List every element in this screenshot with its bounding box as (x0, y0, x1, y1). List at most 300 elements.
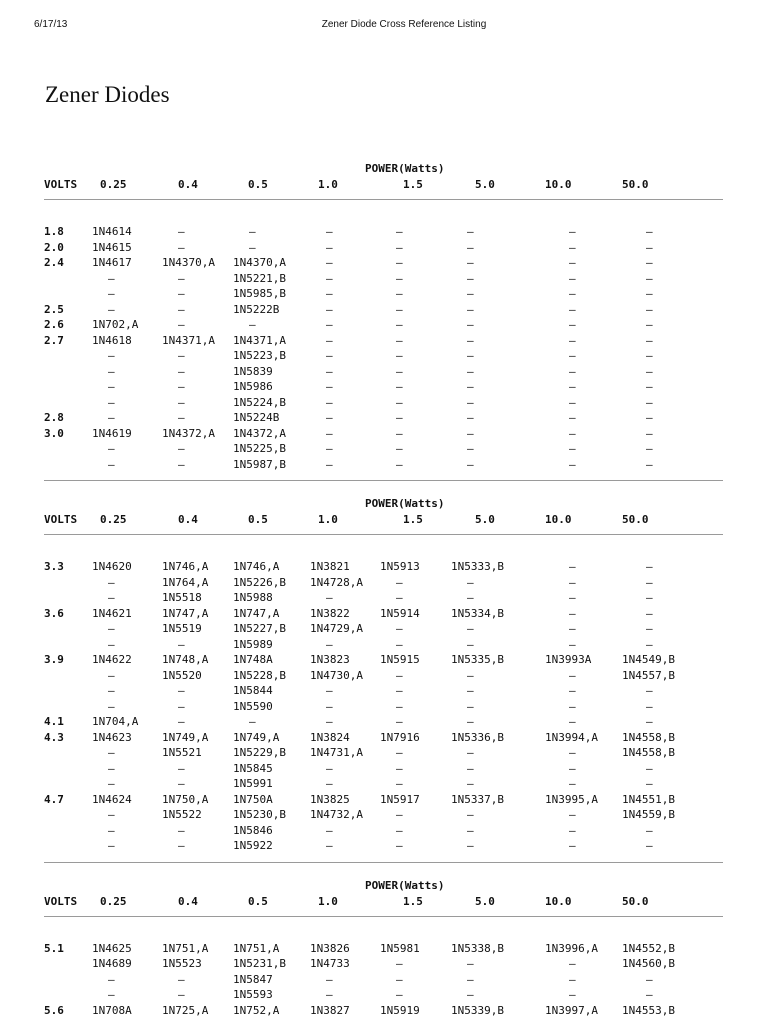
cell-w10: 1N4732,A (310, 807, 363, 823)
cell-w100: – (569, 333, 576, 349)
table-row (0, 606, 768, 622)
cell-w50: – (467, 575, 474, 591)
table-row (0, 987, 768, 1003)
cell-w05: 1N4370,A (233, 255, 286, 271)
column-header: 50.0 (622, 178, 649, 191)
cell-w025: – (108, 590, 115, 606)
cell-w025: – (108, 364, 115, 380)
cell-w05: 1N5231,B (233, 956, 286, 972)
cell-w100: – (569, 317, 576, 333)
table-row (0, 699, 768, 715)
cell-w50: – (467, 364, 474, 380)
table-row (0, 668, 768, 684)
table-row (0, 255, 768, 271)
cell-w50: – (467, 457, 474, 473)
cell-w025: 1N4620 (92, 559, 132, 575)
cell-w100: – (569, 606, 576, 622)
cell-w025: – (108, 286, 115, 302)
table-row (0, 441, 768, 457)
cell-w500: – (646, 838, 653, 854)
cell-w100: – (569, 224, 576, 240)
cell-w05: 1N4372,A (233, 426, 286, 442)
column-header: 1.5 (403, 895, 423, 908)
cell-w025: – (108, 668, 115, 684)
cell-w100: – (569, 575, 576, 591)
cell-w10: – (326, 410, 333, 426)
cell-w500: – (646, 621, 653, 637)
cell-w05: – (249, 317, 256, 333)
cell-w500: – (646, 441, 653, 457)
cell-w10: 1N3827 (310, 1003, 350, 1019)
cell-w05: 1N5839 (233, 364, 273, 380)
cell-w04: 1N746,A (162, 559, 208, 575)
cell-w04: – (178, 240, 185, 256)
cell-w025: 1N4624 (92, 792, 132, 808)
column-header: VOLTS (44, 895, 77, 908)
table-row (0, 652, 768, 668)
cell-w05: 1N5985,B (233, 286, 286, 302)
cell-w05: 1N5222B (233, 302, 279, 318)
cell-w50: – (467, 255, 474, 271)
cell-w10: – (326, 302, 333, 318)
cell-w100: – (569, 348, 576, 364)
cell-w10: – (326, 823, 333, 839)
cell-w50: – (467, 987, 474, 1003)
cell-w05: 1N5225,B (233, 441, 286, 457)
cell-w15: – (396, 745, 403, 761)
header-divider (44, 199, 723, 200)
cell-w10: – (326, 637, 333, 653)
cell-w025: 1N4689 (92, 956, 132, 972)
cell-w10: 1N4731,A (310, 745, 363, 761)
cell-w15: – (396, 395, 403, 411)
cell-w10: – (326, 987, 333, 1003)
power-watts-label: POWER(Watts) (365, 497, 444, 510)
cell-w04: – (178, 317, 185, 333)
cell-w10: – (326, 317, 333, 333)
cell-w04: 1N4371,A (162, 333, 215, 349)
cell-w04: 1N750,A (162, 792, 208, 808)
cell-w05: 1N751,A (233, 941, 279, 957)
cell-w50: – (467, 590, 474, 606)
cell-w50: 1N5336,B (451, 730, 504, 746)
cell-w50: – (467, 426, 474, 442)
cell-w05: 1N748A (233, 652, 273, 668)
cell-w10: – (326, 838, 333, 854)
cell-w500: – (646, 559, 653, 575)
cell-w15: 1N7916 (380, 730, 420, 746)
column-header: 0.4 (178, 513, 198, 526)
cell-w15: – (396, 348, 403, 364)
column-header: 1.0 (318, 895, 338, 908)
cell-w10: 1N3824 (310, 730, 350, 746)
cell-w100: – (569, 823, 576, 839)
cell-w100: – (569, 987, 576, 1003)
cell-w04: 1N725,A (162, 1003, 208, 1019)
cell-w025: – (108, 683, 115, 699)
cell-w04: – (178, 364, 185, 380)
cell-w500: 1N4557,B (622, 668, 675, 684)
cell-w05: 1N4371,A (233, 333, 286, 349)
table-row (0, 807, 768, 823)
cell-w05: 1N5226,B (233, 575, 286, 591)
table-row (0, 240, 768, 256)
cell-w025: – (108, 699, 115, 715)
cell-w025: – (108, 745, 115, 761)
cell-w15: 1N5914 (380, 606, 420, 622)
table-row (0, 745, 768, 761)
cell-w100: 1N3993A (545, 652, 591, 668)
cell-w100: – (569, 683, 576, 699)
cell-w500: – (646, 410, 653, 426)
cell-volts: 2.4 (44, 255, 64, 271)
cell-w05: 1N747,A (233, 606, 279, 622)
cell-w10: 1N4730,A (310, 668, 363, 684)
cell-w04: – (178, 699, 185, 715)
cell-w50: – (467, 333, 474, 349)
column-header: 5.0 (475, 178, 495, 191)
table-row (0, 621, 768, 637)
cell-w05: 1N5987,B (233, 457, 286, 473)
cell-w50: – (467, 683, 474, 699)
cell-w04: 1N4372,A (162, 426, 215, 442)
cell-w05: 1N5922 (233, 838, 273, 854)
cell-w50: – (467, 286, 474, 302)
cell-w10: 1N3822 (310, 606, 350, 622)
cell-w05: 1N752,A (233, 1003, 279, 1019)
cell-w025: – (108, 410, 115, 426)
cell-volts: 5.1 (44, 941, 64, 957)
cell-w100: – (569, 699, 576, 715)
cell-w04: – (178, 271, 185, 287)
cell-w15: – (396, 286, 403, 302)
cell-w10: – (326, 395, 333, 411)
cell-w04: – (178, 823, 185, 839)
cell-w100: – (569, 590, 576, 606)
cell-w025: – (108, 987, 115, 1003)
cell-w04: – (178, 761, 185, 777)
cell-w05: 1N5229,B (233, 745, 286, 761)
cell-w15: – (396, 302, 403, 318)
cell-w10: 1N3823 (310, 652, 350, 668)
cell-volts: 3.6 (44, 606, 64, 622)
cell-w04: 1N5518 (162, 590, 202, 606)
column-header: 0.5 (248, 895, 268, 908)
table-row (0, 941, 768, 957)
cell-w04: 1N748,A (162, 652, 208, 668)
cell-w100: – (569, 637, 576, 653)
table-row (0, 224, 768, 240)
column-header: 1.5 (403, 513, 423, 526)
cell-w50: – (467, 972, 474, 988)
cell-w15: – (396, 807, 403, 823)
cell-w500: – (646, 286, 653, 302)
print-date: 6/17/13 (34, 19, 67, 30)
cell-w15: – (396, 317, 403, 333)
cell-w15: – (396, 972, 403, 988)
cell-w100: 1N3996,A (545, 941, 598, 957)
cell-w04: 1N747,A (162, 606, 208, 622)
column-header: 0.4 (178, 895, 198, 908)
cell-w500: – (646, 987, 653, 1003)
table-row (0, 792, 768, 808)
column-header-row (0, 178, 768, 192)
table-row (0, 956, 768, 972)
page-title: Zener Diodes (45, 82, 170, 108)
cell-w15: – (396, 379, 403, 395)
table-row (0, 838, 768, 854)
cell-w05: 1N5230,B (233, 807, 286, 823)
cell-w04: – (178, 348, 185, 364)
cell-w500: – (646, 714, 653, 730)
cell-w05: 1N750A (233, 792, 273, 808)
cell-w100: – (569, 410, 576, 426)
column-header: 50.0 (622, 513, 649, 526)
cell-w025: 1N4617 (92, 255, 132, 271)
cell-w500: 1N4551,B (622, 792, 675, 808)
cell-w04: – (178, 457, 185, 473)
power-watts-label: POWER(Watts) (365, 879, 444, 892)
cell-w500: – (646, 575, 653, 591)
cell-w500: – (646, 348, 653, 364)
cell-w025: – (108, 807, 115, 823)
cell-volts: 4.7 (44, 792, 64, 808)
cell-w500: – (646, 271, 653, 287)
table-row (0, 972, 768, 988)
table-row (0, 761, 768, 777)
cell-w15: – (396, 364, 403, 380)
cell-w15: – (396, 575, 403, 591)
table-row (0, 348, 768, 364)
table-row (0, 823, 768, 839)
cell-w025: 1N4615 (92, 240, 132, 256)
cell-w10: – (326, 240, 333, 256)
column-header: 10.0 (545, 895, 572, 908)
cell-w15: 1N5917 (380, 792, 420, 808)
header-divider (44, 534, 723, 535)
cell-w05: 1N5986 (233, 379, 273, 395)
cell-w500: 1N4558,B (622, 730, 675, 746)
cell-w100: 1N3994,A (545, 730, 598, 746)
cell-w05: 1N5846 (233, 823, 273, 839)
cell-w15: 1N5919 (380, 1003, 420, 1019)
cell-w10: 1N4733 (310, 956, 350, 972)
cell-w025: 1N702,A (92, 317, 138, 333)
cell-w100: – (569, 956, 576, 972)
cell-w500: – (646, 379, 653, 395)
cell-w025: – (108, 441, 115, 457)
table-row (0, 379, 768, 395)
cell-w10: – (326, 441, 333, 457)
cell-w04: – (178, 410, 185, 426)
cell-w500: – (646, 395, 653, 411)
cell-w15: – (396, 823, 403, 839)
cell-w10: – (326, 683, 333, 699)
table-row (0, 559, 768, 575)
cell-w10: – (326, 761, 333, 777)
column-header: 10.0 (545, 513, 572, 526)
cell-w10: 1N3826 (310, 941, 350, 957)
cell-w100: – (569, 761, 576, 777)
column-header-row (0, 895, 768, 909)
cell-w100: – (569, 286, 576, 302)
table-row (0, 714, 768, 730)
cell-w50: – (467, 776, 474, 792)
cell-w500: 1N4553,B (622, 1003, 675, 1019)
cell-w10: 1N4728,A (310, 575, 363, 591)
column-header: VOLTS (44, 513, 77, 526)
cell-w50: 1N5337,B (451, 792, 504, 808)
cell-w50: – (467, 395, 474, 411)
cell-volts: 4.1 (44, 714, 64, 730)
table-row (0, 302, 768, 318)
cell-w500: – (646, 240, 653, 256)
cell-w05: 1N5227,B (233, 621, 286, 637)
cell-w50: 1N5338,B (451, 941, 504, 957)
section-divider (44, 862, 723, 863)
cell-volts: 3.9 (44, 652, 64, 668)
cell-w10: – (326, 255, 333, 271)
zener-table-section (0, 162, 768, 480)
cell-w500: – (646, 457, 653, 473)
cell-w04: 1N5522 (162, 807, 202, 823)
column-header: 1.0 (318, 178, 338, 191)
cell-w50: – (467, 637, 474, 653)
cell-w10: – (326, 426, 333, 442)
cell-w05: 1N5844 (233, 683, 273, 699)
cell-w50: – (467, 302, 474, 318)
cell-w100: – (569, 379, 576, 395)
cell-w025: – (108, 776, 115, 792)
cell-w025: – (108, 972, 115, 988)
cell-w10: 1N3821 (310, 559, 350, 575)
cell-volts: 2.7 (44, 333, 64, 349)
cell-w05: 1N746,A (233, 559, 279, 575)
cell-w100: – (569, 302, 576, 318)
cell-volts: 2.6 (44, 317, 64, 333)
cell-w04: – (178, 776, 185, 792)
cell-w15: – (396, 240, 403, 256)
cell-w15: 1N5913 (380, 559, 420, 575)
cell-w50: – (467, 379, 474, 395)
cell-w15: – (396, 776, 403, 792)
cell-w04: 1N4370,A (162, 255, 215, 271)
cell-w05: 1N5228,B (233, 668, 286, 684)
table-row (0, 776, 768, 792)
cell-w05: 1N5989 (233, 637, 273, 653)
cell-w100: – (569, 441, 576, 457)
cell-w500: 1N4558,B (622, 745, 675, 761)
table-row (0, 637, 768, 653)
zener-table-section (0, 879, 768, 1026)
cell-w500: 1N4559,B (622, 807, 675, 823)
cell-w100: – (569, 395, 576, 411)
cell-w04: 1N749,A (162, 730, 208, 746)
cell-w500: – (646, 776, 653, 792)
cell-w50: – (467, 714, 474, 730)
cell-w025: 1N4619 (92, 426, 132, 442)
cell-w04: – (178, 972, 185, 988)
cell-w50: – (467, 807, 474, 823)
column-header: 0.5 (248, 513, 268, 526)
table-row (0, 457, 768, 473)
cell-w025: 1N4622 (92, 652, 132, 668)
cell-w50: – (467, 271, 474, 287)
table-row (0, 333, 768, 349)
cell-w15: 1N5981 (380, 941, 420, 957)
cell-volts: 5.6 (44, 1003, 64, 1019)
cell-volts: 2.8 (44, 410, 64, 426)
cell-w15: – (396, 590, 403, 606)
column-header: VOLTS (44, 178, 77, 191)
cell-w500: – (646, 590, 653, 606)
table-row (0, 317, 768, 333)
table-row (0, 410, 768, 426)
cell-w05: – (249, 714, 256, 730)
cell-w500: – (646, 972, 653, 988)
cell-w15: – (396, 426, 403, 442)
cell-w05: 1N5593 (233, 987, 273, 1003)
column-header: 0.25 (100, 895, 127, 908)
cell-w15: – (396, 333, 403, 349)
cell-w04: 1N5523 (162, 956, 202, 972)
cell-w100: – (569, 426, 576, 442)
cell-w500: – (646, 426, 653, 442)
table-row (0, 426, 768, 442)
cell-w15: – (396, 410, 403, 426)
table-row (0, 395, 768, 411)
cell-w04: – (178, 441, 185, 457)
print-header (0, 19, 768, 33)
cell-volts: 4.3 (44, 730, 64, 746)
cell-w04: – (178, 286, 185, 302)
column-header: 10.0 (545, 178, 572, 191)
cell-w05: 1N749,A (233, 730, 279, 746)
cell-w50: 1N5339,B (451, 1003, 504, 1019)
cell-w10: – (326, 972, 333, 988)
cell-w100: – (569, 457, 576, 473)
cell-volts: 1.8 (44, 224, 64, 240)
column-header: 5.0 (475, 895, 495, 908)
power-watts-label: POWER(Watts) (365, 162, 444, 175)
table-row (0, 286, 768, 302)
table-row (0, 683, 768, 699)
cell-w04: – (178, 379, 185, 395)
cell-w10: – (326, 286, 333, 302)
cell-w025: – (108, 838, 115, 854)
cell-w500: – (646, 683, 653, 699)
cell-w500: 1N4560,B (622, 956, 675, 972)
cell-w50: – (467, 224, 474, 240)
cell-w025: 1N4625 (92, 941, 132, 957)
cell-w025: – (108, 302, 115, 318)
cell-w05: 1N5845 (233, 761, 273, 777)
column-header: 5.0 (475, 513, 495, 526)
cell-w10: – (326, 776, 333, 792)
section-divider (44, 480, 723, 481)
print-header-title: Zener Diode Cross Reference Listing (0, 19, 768, 30)
cell-w100: – (569, 621, 576, 637)
cell-w15: – (396, 457, 403, 473)
cell-w04: – (178, 395, 185, 411)
cell-w025: 1N708A (92, 1003, 132, 1019)
cell-w04: 1N5521 (162, 745, 202, 761)
cell-w50: – (467, 699, 474, 715)
cell-w05: 1N5590 (233, 699, 273, 715)
cell-w025: – (108, 348, 115, 364)
cell-w500: – (646, 224, 653, 240)
cell-w05: 1N5988 (233, 590, 273, 606)
